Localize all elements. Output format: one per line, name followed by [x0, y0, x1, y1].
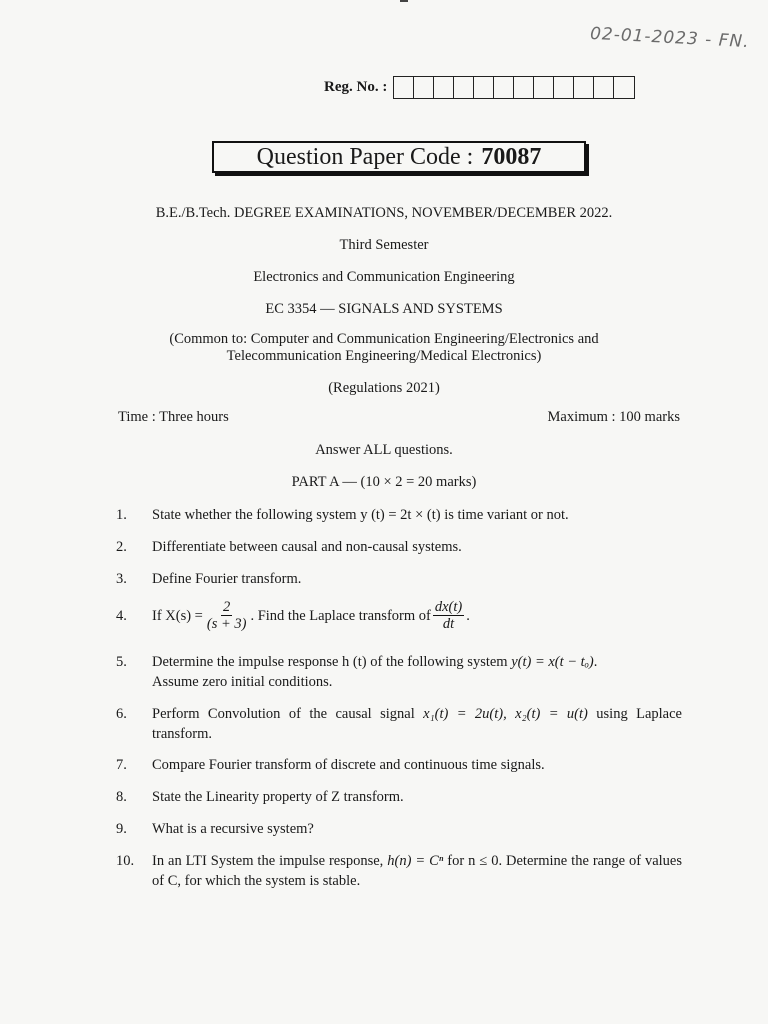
reg-digit-box [414, 77, 434, 98]
question-number: 6. [116, 706, 127, 722]
reg-digit-box [554, 77, 574, 98]
scan-mark [400, 0, 408, 2]
question-text: Determine the impulse response h (t) of the following system y(t) = x(t − tₒ). Assume zero initial conditions. [152, 654, 598, 690]
time-allowed: Time : Three hours [118, 409, 229, 425]
time-marks-row [118, 409, 680, 426]
maximum-marks: Maximum : 100 marks [547, 409, 680, 425]
q4-fraction-1 [205, 599, 249, 632]
reg-number-field [324, 76, 635, 99]
instruction: Answer ALL questions. [315, 442, 453, 458]
question-number: 4. [116, 607, 127, 624]
common-to-line-1: (Common to: Computer and Communication Engineering/Electronics and [169, 331, 599, 347]
question-number: 10. [116, 853, 135, 869]
q10-text: In an LTI System the impulse response, [152, 853, 384, 869]
question-6 [116, 704, 682, 744]
question-1 [116, 505, 682, 525]
q4-prefix: If X(s) = [152, 607, 203, 624]
course-title: EC 3354 — SIGNALS AND SYSTEMS [265, 301, 503, 317]
reg-digit-box [394, 77, 414, 98]
q6-formula: x₁(t) = 2u(t), x₂(t) = u(t) [423, 706, 588, 722]
q4-fraction-2-numerator: dx(t) [434, 599, 463, 615]
question-number: 3. [116, 571, 127, 587]
question-text: What is a recursive system? [152, 821, 314, 837]
q10-text-2: for n ≤ 0. Determine the range of values of C, for which the system is stable. [152, 853, 683, 889]
q5-text-2: Assume zero initial conditions. [152, 674, 333, 690]
question-10 [116, 851, 682, 891]
question-text: Define Fourier transform. [152, 571, 302, 587]
question-number: 7. [116, 757, 127, 773]
question-number: 1. [116, 507, 127, 523]
question-text [152, 599, 682, 632]
q6-text-2: using Laplace transform. [152, 706, 682, 742]
exam-title: B.E./B.Tech. DEGREE EXAMINATIONS, NOVEMBER/DECEMBER 2022. [155, 205, 613, 221]
q4-fraction-2-denominator: dt [442, 616, 455, 632]
q4-fraction-1-denominator: (s + 3) [206, 616, 247, 632]
question-text: Compare Fourier transform of discrete and continuous time signals. [152, 757, 545, 773]
reg-number-boxes [393, 76, 635, 99]
q4-fraction-2 [433, 599, 464, 632]
paper-code-label: Question Paper Code : [256, 143, 474, 170]
reg-digit-box [474, 77, 494, 98]
q6-text: Perform Convolution of the causal signal [152, 706, 415, 722]
question-number: 2. [116, 539, 127, 555]
q5-text: Determine the impulse response h (t) of the following system [152, 654, 508, 670]
q4-suffix: . [466, 607, 470, 624]
question-text [152, 851, 682, 891]
question-8 [116, 787, 682, 807]
question-number: 9. [116, 821, 127, 837]
paper-code-value: 70087 [481, 143, 542, 170]
reg-digit-box [514, 77, 534, 98]
reg-number-label: Reg. No. : [324, 79, 388, 95]
common-to-line-2: Telecommunication Engineering/Medical Electronics) [226, 348, 542, 364]
q5-formula: y(t) = x(t − tₒ) [511, 654, 594, 670]
question-number: 8. [116, 789, 127, 805]
question-text: Differentiate between causal and non-causal systems. [152, 539, 462, 555]
question-3 [116, 569, 682, 589]
reg-digit-box [534, 77, 554, 98]
q4-middle: . Find the Laplace transform of [250, 607, 431, 624]
reg-digit-box [574, 77, 594, 98]
q10-formula: h(n) = Cⁿ [387, 853, 444, 869]
question-7 [116, 755, 682, 775]
reg-digit-box [594, 77, 614, 98]
question-text [152, 704, 682, 744]
question-text: State the Linearity property of Z transform. [152, 789, 404, 805]
department: Electronics and Communication Engineering [253, 269, 515, 285]
regulations: (Regulations 2021) [328, 380, 440, 396]
question-paper-code-box [212, 141, 586, 173]
question-number: 5. [116, 654, 127, 670]
reg-digit-box [614, 77, 634, 98]
handwritten-date-note: 02-01-2023 - FN. [589, 23, 751, 53]
question-4 [116, 599, 682, 632]
q4-fraction-1-numerator: 2 [223, 599, 231, 615]
question-9 [116, 819, 682, 839]
reg-digit-box [494, 77, 514, 98]
question-2 [116, 537, 682, 557]
semester: Third Semester [339, 237, 429, 253]
question-text: State whether the following system y (t) = 2t × (t) is time variant or not. [152, 507, 569, 523]
reg-digit-box [454, 77, 474, 98]
reg-digit-box [434, 77, 454, 98]
question-5 [116, 652, 682, 692]
part-a-heading: PART A — (10 × 2 = 20 marks) [291, 474, 477, 490]
